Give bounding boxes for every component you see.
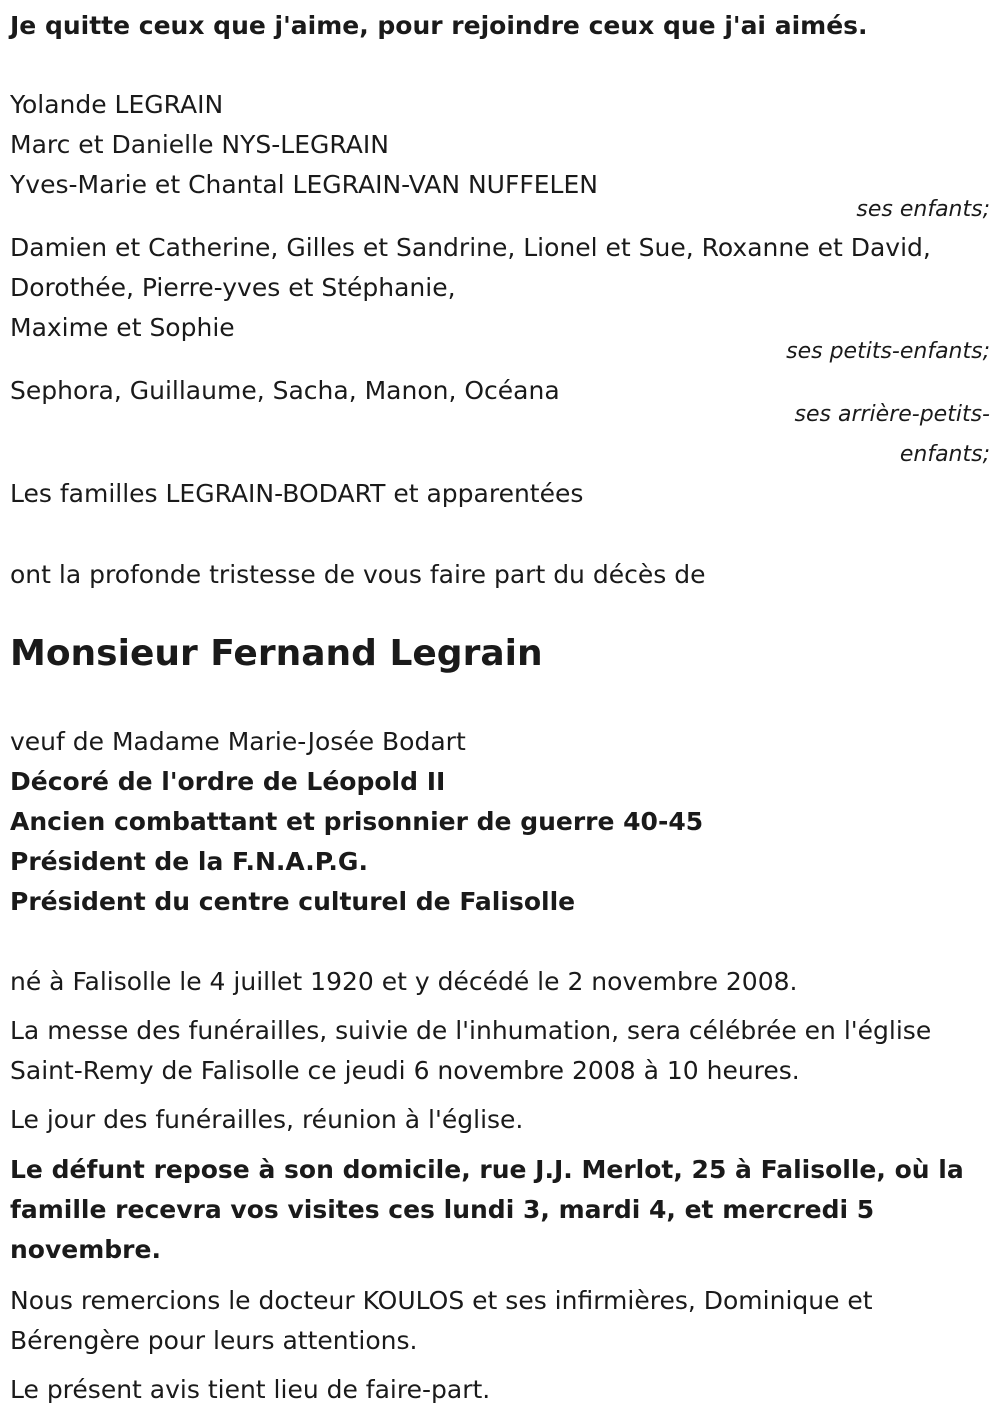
grandchildren-role: ses petits-enfants; bbox=[786, 339, 990, 364]
honor-2: Ancien combattant et prisonnier de guerre 40-45 bbox=[10, 807, 704, 836]
great-grandchildren-role-2: enfants; bbox=[899, 442, 990, 467]
mass-info: La messe des funérailles, suivie de l'inhumation, sera célébrée en l'église Saint-Remy de Falisolle ce jeudi 6 novembre 2008 à 10 heures. bbox=[10, 1016, 932, 1085]
visitation-info: Le défunt repose à son domicile, rue J.J. Merlot, 25 à Falisolle, où la famille recevra vos visites ces lundi 3, mardi 4, et mercredi 5 novembre. bbox=[10, 1155, 964, 1264]
grandchildren-line-1: Damien et Catherine, Gilles et Sandrine, Lionel et Sue, Roxanne et David, bbox=[10, 233, 931, 262]
honor-3: Président de la F.N.A.P.G. bbox=[10, 847, 368, 876]
announcement: ont la profonde tristesse de vous faire part du décès de bbox=[10, 560, 706, 589]
notice: Le présent avis tient lieu de faire-part. bbox=[10, 1375, 491, 1404]
grandchildren-line-2: Dorothée, Pierre-yves et Stéphanie, bbox=[10, 273, 456, 302]
great-grandchildren: Sephora, Guillaume, Sacha, Manon, Océana bbox=[10, 376, 560, 405]
deceased-name: Monsieur Fernand Legrain bbox=[10, 633, 543, 674]
thanks: Nous remercions le docteur KOULOS et ses infirmières, Dominique et Bérengère pour leurs attentions. bbox=[10, 1286, 873, 1355]
grandchildren-line-3: Maxime et Sophie bbox=[10, 313, 235, 342]
child-2: Marc et Danielle NYS-LEGRAIN bbox=[10, 130, 389, 159]
motto: Je quitte ceux que j'aime, pour rejoindre ceux que j'ai aimés. bbox=[10, 11, 868, 40]
honor-4: Président du centre culturel de Falisolle bbox=[10, 887, 576, 916]
children-role: ses enfants; bbox=[856, 197, 990, 222]
birth-death: né à Falisolle le 4 juillet 1920 et y décédé le 2 novembre 2008. bbox=[10, 967, 798, 996]
great-grandchildren-role-1: ses arrière-petits- bbox=[794, 402, 990, 427]
gathering-info: Le jour des funérailles, réunion à l'église. bbox=[10, 1105, 524, 1134]
honor-1: Décoré de l'ordre de Léopold II bbox=[10, 767, 446, 796]
families: Les familles LEGRAIN-BODART et apparentées bbox=[10, 479, 584, 508]
child-3: Yves-Marie et Chantal LEGRAIN-VAN NUFFELEN bbox=[10, 170, 598, 199]
widower: veuf de Madame Marie-Josée Bodart bbox=[10, 727, 466, 756]
child-1: Yolande LEGRAIN bbox=[10, 90, 224, 119]
